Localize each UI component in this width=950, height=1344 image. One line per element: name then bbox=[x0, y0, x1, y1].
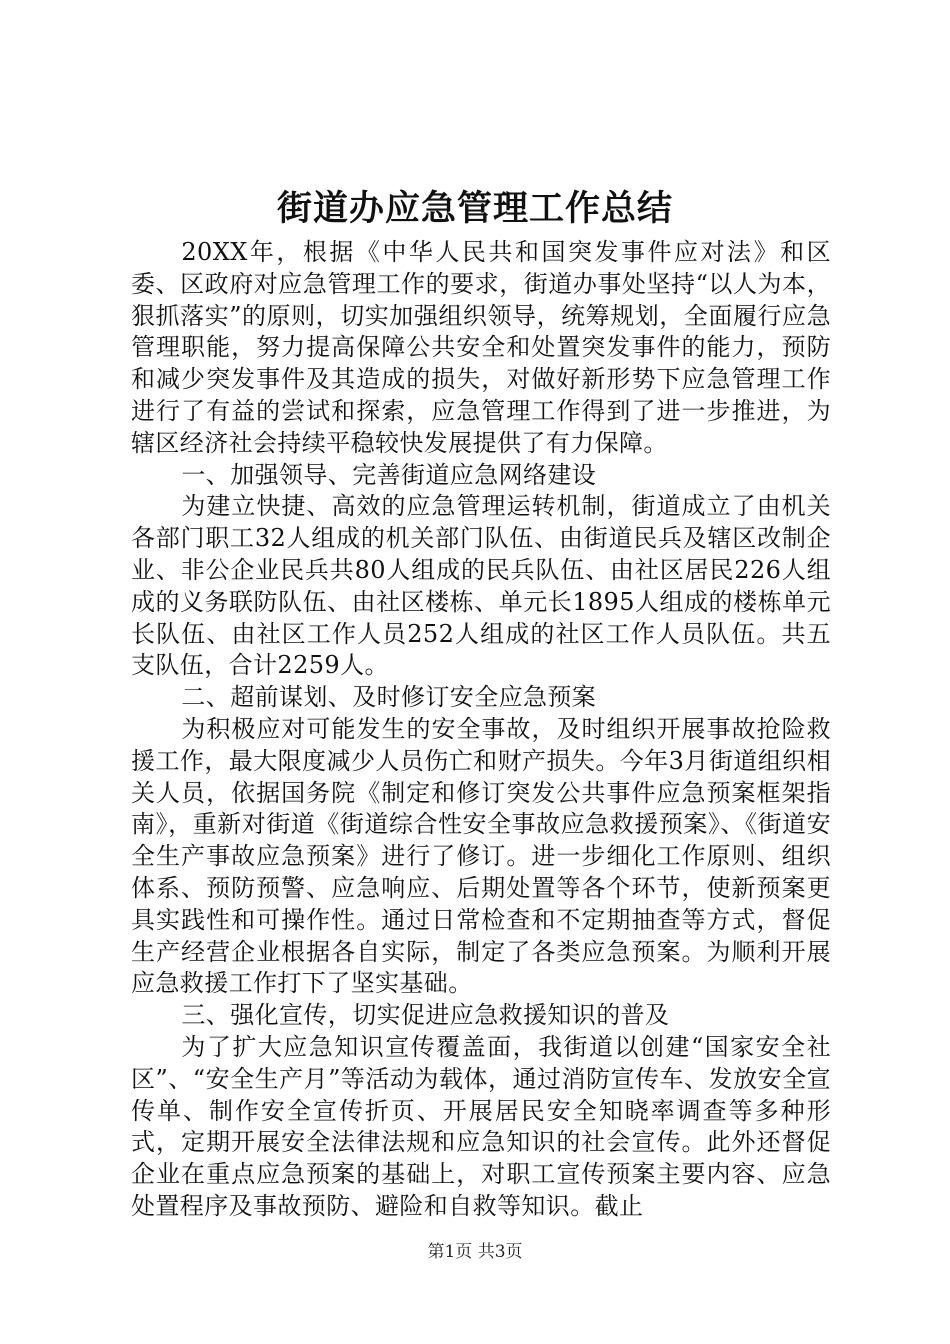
paragraph-section-1: 为建立快捷、高效的应急管理运转机制，街道成立了由机关各部门职工32人组成的机关部门队伍、由街道民兵及辖区改制企业、非公企业民兵共80人组成的民兵队伍、由社区居民226人组成的义务联防队伍、由社区楼栋、单元长1895人组成的楼栋单元长队伍、由社区工作人员252人组成的社区工作人员队伍。共五支队伍，合计2259人。 bbox=[131, 492, 831, 680]
paragraph-intro: 20XX年，根据《中华人民共和国突发事件应对法》和区委、区政府对应急管理工作的要求，街道办事处坚持“以人为本，狠抓落实”的原则，切实加强组织领导，统筹规划，全面履行应急管理职能，努力提高保障公共安全和处置突发事件的能力，预防和减少突发事件及其造成的损失，对做好新形势下应急管理工作进行了有益的尝试和探索，应急管理工作得到了进一步推进，为辖区经济社会持续平稳较快发展提供了有力保障。 bbox=[131, 238, 831, 457]
paragraph-section-3: 为了扩大应急知识宣传覆盖面，我街道以创建“国家安全社区”、“安全生产月”等活动为载体，通过消防宣传车、发放安全宣传单、制作安全宣传折页、开展居民安全知晓率调查等多种形式，定期开展安全法律法规和应急知识的社会宣传。此外还督促企业在重点应急预案的基础上，对职工宣传预案主要内容、应急处置程序及事故预防、避险和自救等知识。截止 bbox=[131, 1032, 831, 1220]
section-heading-3: 三、强化宣传，切实促进应急救援知识的普及 bbox=[181, 1001, 670, 1030]
document-body bbox=[131, 237, 831, 1223]
document-title: 街道办应急管理工作总结 bbox=[276, 188, 673, 229]
page-footer: 第1页 共3页 bbox=[427, 1242, 523, 1262]
section-heading-1: 一、加强领导、完善街道应急网络建设 bbox=[181, 460, 597, 489]
paragraph-section-2: 为积极应对可能发生的安全事故，及时组织开展事故抢险救援工作，最大限度减少人员伤亡和财产损失。今年3月街道组织相关人员，依据国务院《制定和修订突发公共事件应急预案框架指南》，重新对街道《街道综合性安全事故应急救援预案》、《街道安全生产事故应急预案》进行了修订。进一步细化工作原则、组织体系、预防预警、应急响应、后期处置等各个环节，使新预案更具实践性和可操作性。通过日常检查和不定期抽查等方式，督促生产经营企业根据各自实际，制定了各类应急预案。为顺利开展应急救援工作打下了坚实基础。 bbox=[131, 714, 831, 998]
section-heading-2: 二、超前谋划、及时修订安全应急预案 bbox=[181, 683, 597, 712]
